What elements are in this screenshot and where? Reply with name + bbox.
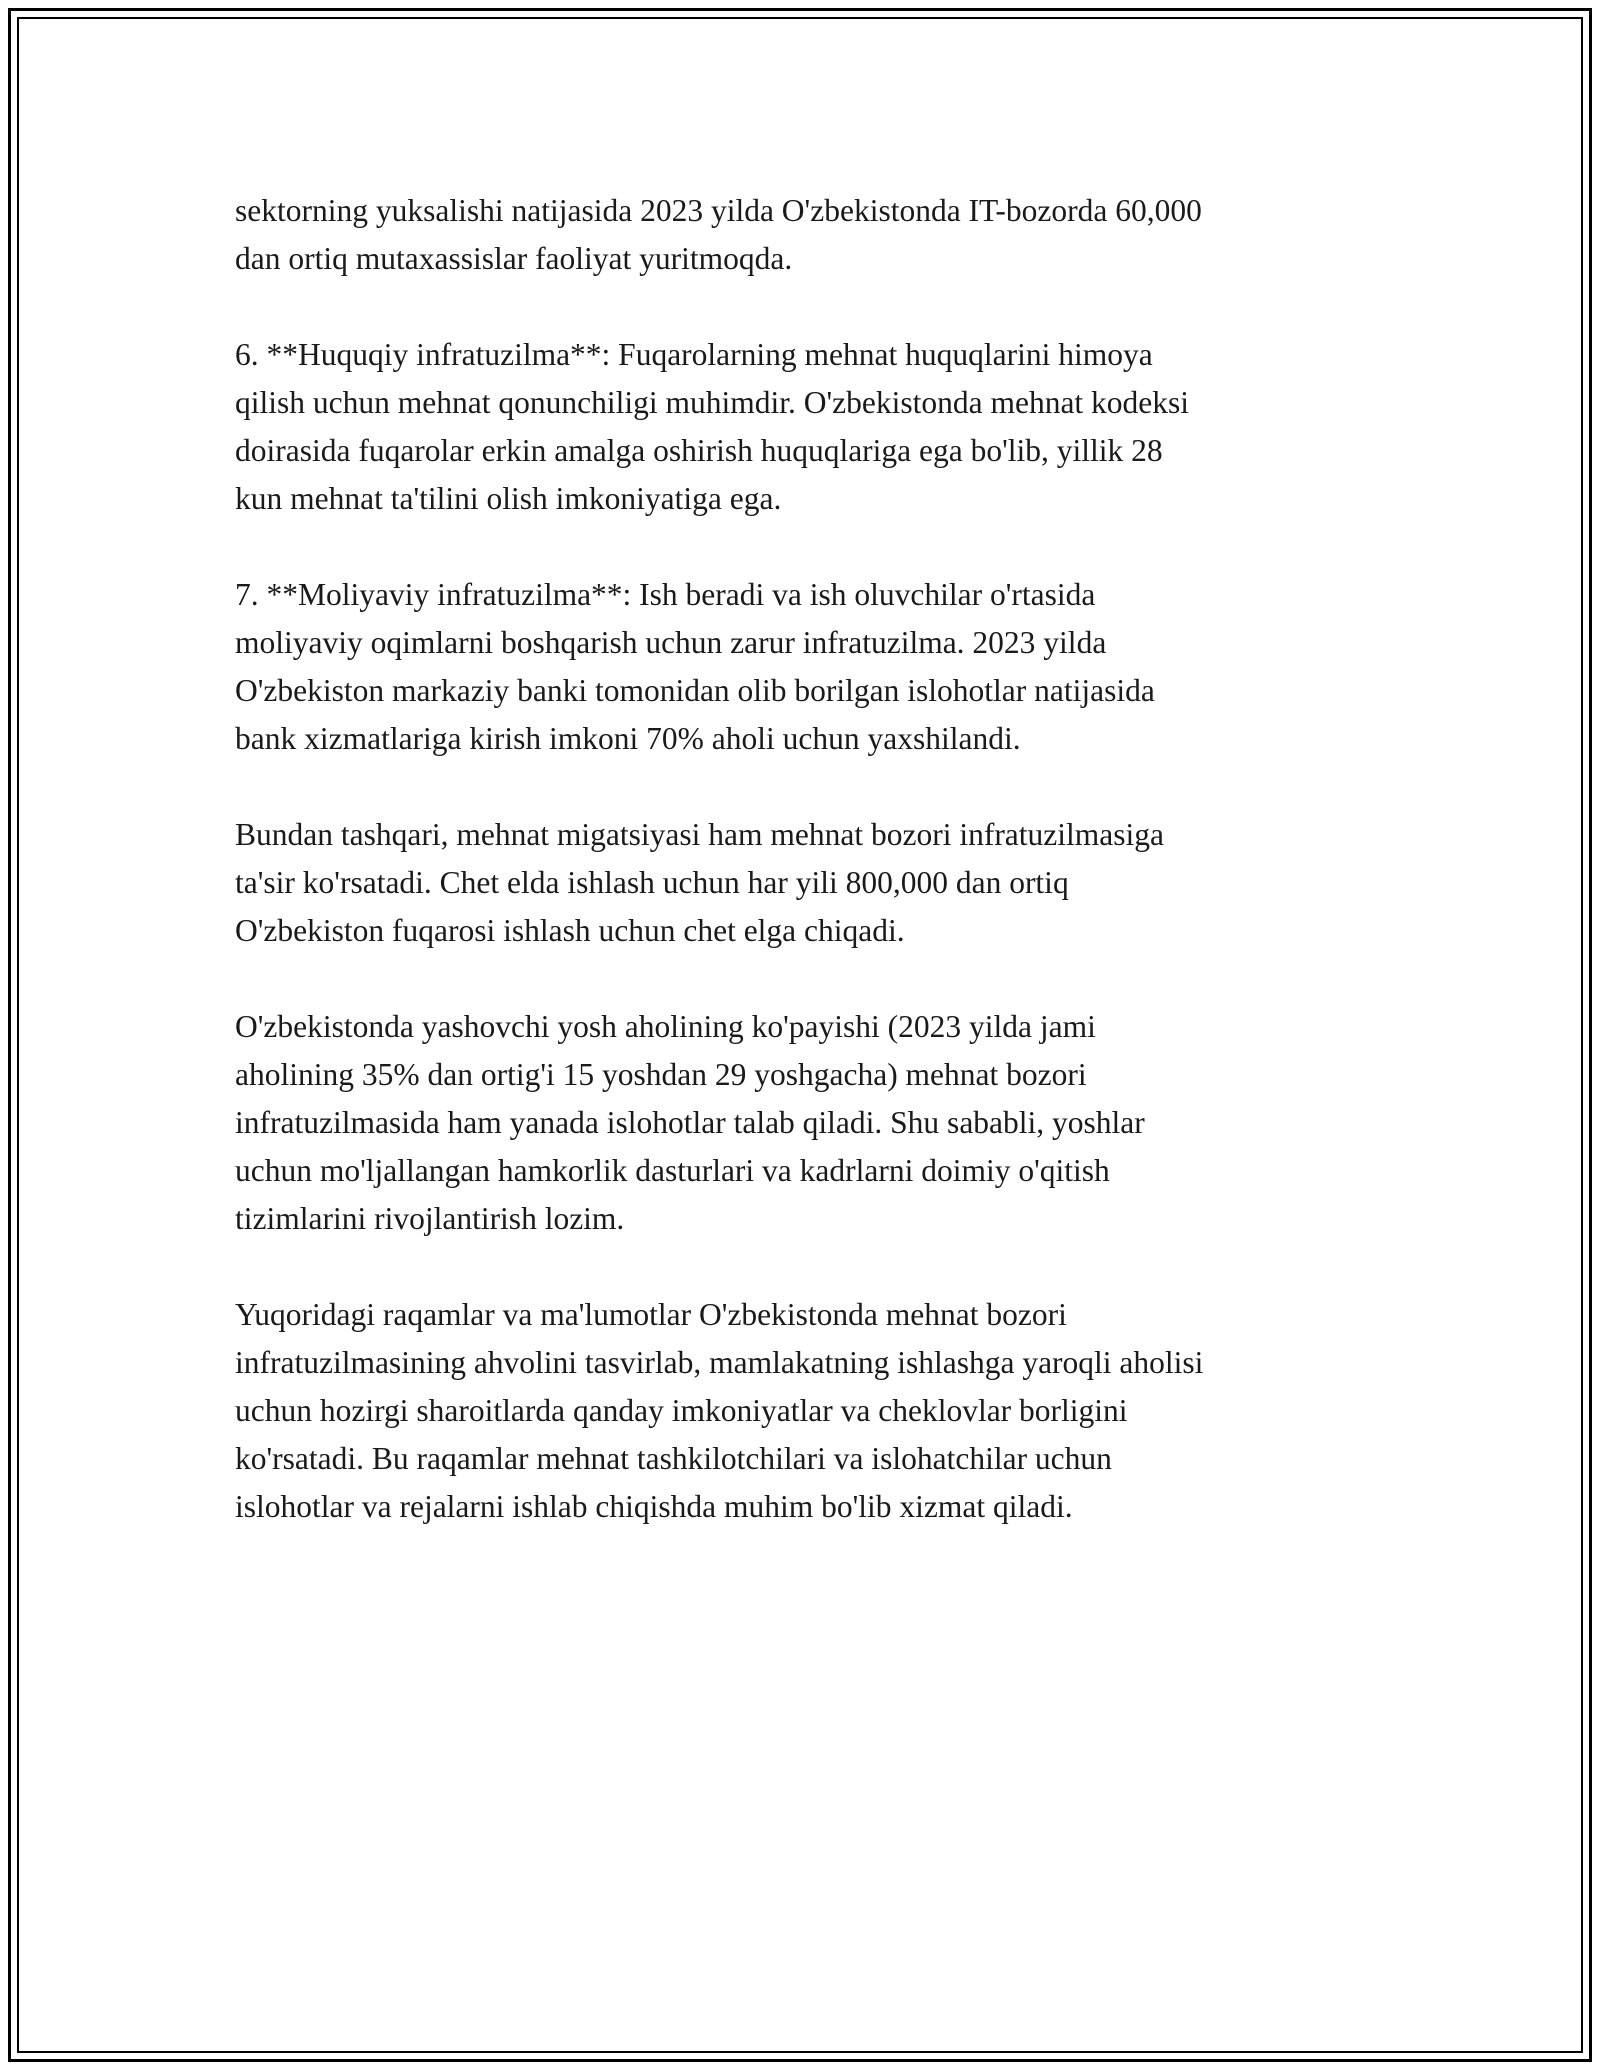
text-line: bank xizmatlariga kirish imkoni 70% aholi uchun yaxshilandi. — [235, 721, 1021, 756]
text-line: O'zbekiston markaziy banki tomonidan olib borilgan islohotlar natijasida — [235, 673, 1155, 708]
paragraph-legal-infrastructure — [235, 331, 1385, 523]
text-line: infratuzilmasining ahvolini tasvirlab, mamlakatning ishlashga yaroqli aholisi — [235, 1345, 1204, 1380]
text-line: infratuzilmasida ham yanada islohotlar talab qiladi. Shu sababli, yoshlar — [235, 1105, 1145, 1140]
text-line: sektorning yuksalishi natijasida 2023 yilda O'zbekistonda IT-bozorda 60,000 — [235, 193, 1202, 228]
text-line: ta'sir ko'rsatadi. Chet elda ishlash uchun har yili 800,000 dan ortiq — [235, 865, 1069, 900]
text-line: dan ortiq mutaxassislar faoliyat yuritmoqda. — [235, 241, 793, 276]
paragraph-financial-infrastructure — [235, 571, 1385, 763]
text-line: uchun mo'ljallangan hamkorlik dasturlari va kadrlarni doimiy o'qitish — [235, 1153, 1110, 1188]
text-line: moliyaviy oqimlarni boshqarish uchun zarur infratuzilma. 2023 yilda — [235, 625, 1107, 660]
text-line: 6. **Huquqiy infratuzilma**: Fuqarolarning mehnat huquqlarini himoya — [235, 337, 1153, 372]
text-line: 7. **Moliyaviy infratuzilma**: Ish beradi va ish oluvchilar o'rtasida — [235, 577, 1096, 612]
text-line: uchun hozirgi sharoitlarda qanday imkoniyatlar va cheklovlar borligini — [235, 1393, 1128, 1428]
paragraph-labor-migration — [235, 811, 1385, 955]
text-line: kun mehnat ta'tilini olish imkoniyatiga ega. — [235, 481, 782, 516]
text-line: tizimlarini rivojlantirish lozim. — [235, 1201, 625, 1236]
text-line: islohotlar va rejalarni ishlab chiqishda muhim bo'lib xizmat qiladi. — [235, 1489, 1073, 1524]
text-line: aholining 35% dan ortig'i 15 yoshdan 29 yoshgacha) mehnat bozori — [235, 1057, 1087, 1092]
text-line: ko'rsatadi. Bu raqamlar mehnat tashkilotchilari va islohatchilar uchun — [235, 1441, 1112, 1476]
text-line: Bundan tashqari, mehnat migatsiyasi ham mehnat bozori infratuzilmasiga — [235, 817, 1165, 852]
text-line: doirasida fuqarolar erkin amalga oshirish huquqlariga ega bo'lib, yillik 28 — [235, 433, 1163, 468]
text-line: Yuqoridagi raqamlar va ma'lumotlar O'zbekistonda mehnat bozori — [235, 1297, 1067, 1332]
paragraph-it-sector — [235, 187, 1385, 283]
text-line: qilish uchun mehnat qonunchiligi muhimdir. O'zbekistonda mehnat kodeksi — [235, 385, 1190, 420]
text-line: O'zbekistonda yashovchi yosh aholining ko'payishi (2023 yilda jami — [235, 1009, 1096, 1044]
document-body — [235, 187, 1385, 1531]
text-line: O'zbekiston fuqarosi ishlash uchun chet elga chiqadi. — [235, 913, 905, 948]
paragraph-conclusion — [235, 1291, 1385, 1531]
paragraph-youth-population — [235, 1003, 1385, 1243]
